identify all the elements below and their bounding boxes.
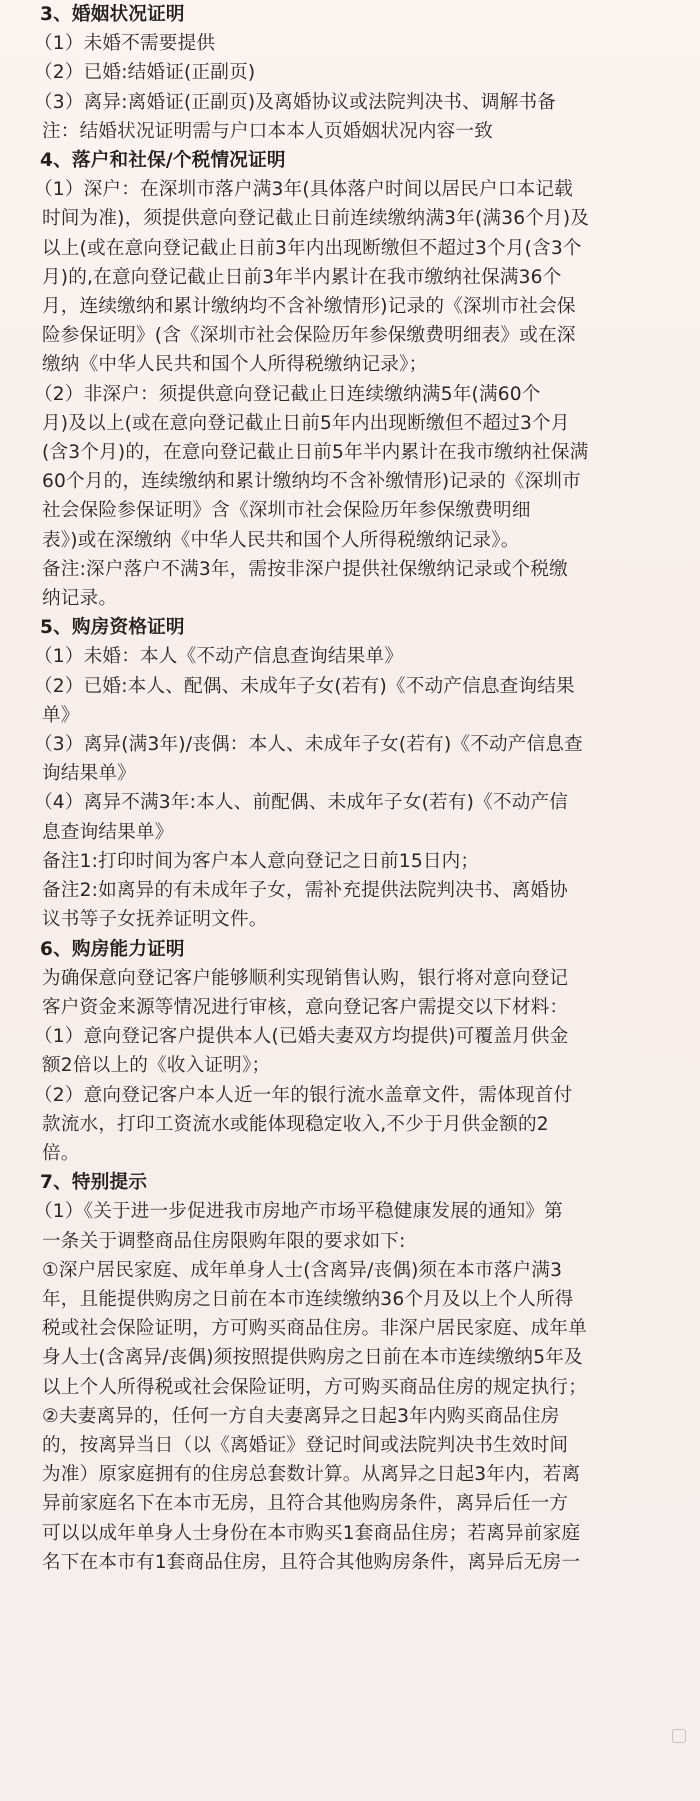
text-line: 的，按离异当日（以《离婚证》登记时间或法院判决书生效时间	[42, 1434, 569, 1456]
text-line: 异前家庭名下在本市无房，且符合其他购房条件，离异后任一方	[42, 1493, 569, 1515]
text-line: 单》	[42, 704, 80, 726]
text-line: 为准）原家庭拥有的住房总套数计算。从离异之日起3年内，若离	[42, 1464, 581, 1486]
text-line: （3）离异(满3年)/丧偶：本人、未成年子女(若有)《不动产信息查	[34, 734, 583, 756]
section-heading: 4、落户和社保/个税情况证明	[40, 150, 286, 172]
section-heading: 6、购房能力证明	[40, 938, 185, 960]
text-line: （1）深户：在深圳市落户满3年(具体落户时间以居民户口本记载	[34, 179, 573, 201]
text-line: 备注:深户落户不满3年，需按非深户提供社保缴纳记录或个税缴	[42, 558, 568, 580]
text-line: 月)及以上(或在意向登记截止日前5年内出现断缴但不超过3个月	[42, 412, 570, 434]
section-heading: 3、婚姻状况证明	[40, 4, 185, 25]
text-line: 缴纳《中华人民共和国个人所得税缴纳记录》；	[42, 354, 428, 376]
text-line: （2）非深户：须提供意向登记截止日连续缴纳满5年(满60个	[34, 383, 541, 405]
text-line: 议书等子女抚养证明文件。	[42, 909, 268, 931]
text-line: （2）已婚:结婚证(正副页)	[34, 62, 256, 84]
text-line: 身人士(含离异/丧偶)须按照提供购房之日前在本市连续缴纳5年及	[42, 1347, 583, 1369]
text-line: ②夫妻离异的，任何一方自夫妻离异之日起3年内购买商品住房	[42, 1405, 560, 1427]
section-heading: 7、特别提示	[40, 1172, 148, 1194]
text-line: 注：结婚状况证明需与户口本本人页婚姻状况内容一致	[42, 120, 494, 142]
text-line: 以上个人所得税或社会保险证明，方可购买商品住房的规定执行；	[42, 1376, 588, 1398]
text-line: 月，连续缴纳和累计缴纳均不含补缴情形)记录的《深圳市社会保	[42, 296, 576, 318]
text-line: 一条关于调整商品住房限购年限的要求如下:	[42, 1230, 406, 1252]
text-line: 可以以成年单身人士身份在本市购买1套商品住房；若离异前家庭	[42, 1522, 581, 1544]
text-line: 以上(或在意向登记截止日前3年内出现断缴但不超过3个月(含3个	[42, 237, 582, 259]
text-line: 时间为准)，须提供意向登记截止日前连续缴纳满3年(满36个月)及	[42, 208, 590, 230]
text-line: 额2倍以上的《收入证明》；	[42, 1055, 271, 1077]
watermark	[672, 1729, 686, 1743]
text-line: 名下在本市有1套商品住房，且符合其他购房条件，离异后无房一	[42, 1551, 581, 1573]
text-line: （2）已婚:本人、配偶、未成年子女(若有)《不动产信息查询结果	[34, 675, 575, 697]
text-line: 为确保意向登记客户能够顺利实现销售认购，银行将对意向登记	[42, 967, 569, 989]
text-line: 税或社会保险证明，方可购买商品住房。非深户居民家庭、成年单	[42, 1318, 588, 1340]
text-line: （1）未婚不需要提供	[34, 33, 216, 55]
text-line: 表》)或在深缴纳《中华人民共和国个人所得税缴纳记录》。	[42, 529, 520, 551]
text-line: 社会保险参保证明》含《深圳市社会保险历年参保缴费明细	[42, 500, 531, 522]
text-line: 客户资金来源等情况进行审核，意向登记客户需提交以下材料：	[42, 996, 569, 1018]
text-line: 纳记录。	[42, 588, 118, 610]
text-line: （3）离异:离婚证(正副页)及离婚协议或法院判决书、调解书备	[34, 91, 557, 113]
text-line: （1）《关于进一步促进我市房地产市场平稳健康发展的通知》第	[34, 1201, 563, 1223]
text-line: （4）离异不满3年:本人、前配偶、未成年子女(若有)《不动产信	[34, 792, 569, 814]
section-heading: 5、购房资格证明	[40, 617, 185, 639]
text-line: 年，且能提供购房之日前在本市连续缴纳36个月及以上个人所得	[42, 1288, 574, 1310]
text-line: 60个月的，连续缴纳和累计缴纳均不含补缴情形)记录的《深圳市	[42, 471, 581, 493]
text-line: （1）意向登记客户提供本人(已婚夫妻双方均提供)可覆盖月供金	[34, 1026, 569, 1048]
text-line: ①深户居民家庭、成年单身人士(含离异/丧偶)须在本市落户满3	[42, 1259, 563, 1281]
text-line: 险参保证明》(含《深圳市社会保险历年参保缴费明细表》或在深	[42, 325, 576, 347]
text-line: 询结果单》	[42, 763, 136, 785]
text-line: 息查询结果单》	[42, 821, 174, 843]
text-line: 款流水，打印工资流水或能体现稳定收入,不少于月供金额的2	[42, 1113, 549, 1135]
text-line: (含3个月)的，在意向登记截止日前5年半内累计在我市缴纳社保满	[42, 442, 589, 464]
text-line: 备注1:打印时间为客户本人意向登记之日前15日内；	[42, 850, 480, 872]
text-line: 倍。	[42, 1142, 80, 1164]
text-line: （1）未婚：本人《不动产信息查询结果单》	[34, 646, 404, 668]
text-line: （2）意向登记客户本人近一年的银行流水盖章文件，需体现首付	[34, 1084, 573, 1106]
text-line: 备注2:如离异的有未成年子女，需补充提供法院判决书、离婚协	[42, 880, 568, 902]
watermark-logo-icon	[672, 1729, 686, 1743]
text-line: 月)的,在意向登记截止日前3年半内累计在我市缴纳社保满36个	[42, 266, 562, 288]
